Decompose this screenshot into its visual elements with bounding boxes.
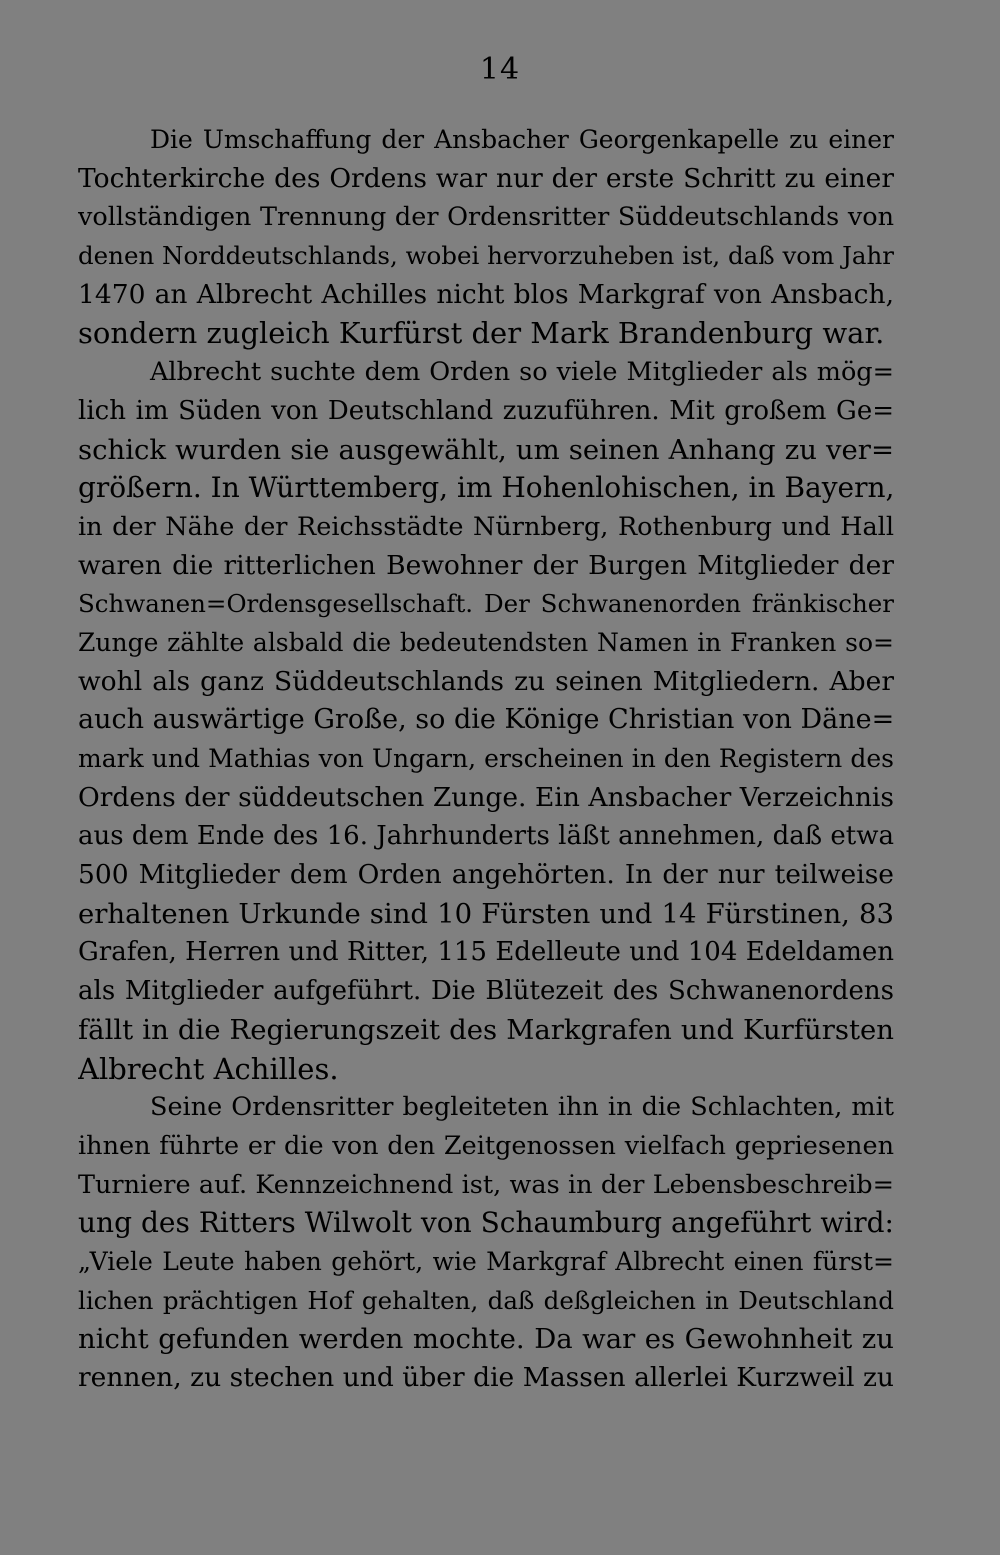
text-line: „Viele Leute haben gehört, wie Markgraf Albrecht einen fürst=: [78, 1246, 894, 1276]
text-line: schick wurden sie ausgewählt, um seinen Anhang zu ver=: [78, 433, 894, 466]
text-line: erhaltenen Urkunde sind 10 Fürsten und 14 Fürstinen, 83: [78, 897, 894, 930]
text-line: auch auswärtige Große, so die Könige Christian von Däne=: [78, 704, 894, 736]
text-line: mark und Mathias von Ungarn, erscheinen in den Registern des: [78, 744, 894, 773]
paragraph-1: [78, 121, 894, 353]
text-line: aus dem Ende des 16. Jahrhunderts läßt annehmen, daß etwa: [78, 821, 894, 852]
text-line: 1470 an Albrecht Achilles nicht blos Markgraf von Ansbach,: [78, 278, 894, 310]
paragraph-3: [78, 1088, 894, 1398]
text-line: vollständigen Trennung der Ordensritter Süddeutschlands von: [78, 202, 894, 233]
text-line: Seine Ordensritter begleiteten ihn in die Schlachten, mit: [150, 1092, 894, 1123]
text-line: Albrecht Achilles.: [78, 1051, 339, 1086]
text-line: Albrecht suchte dem Orden so viele Mitglieder als mög=: [150, 357, 894, 388]
text-line: rennen, zu stechen und über die Massen allerlei Kurzweil zu: [78, 1362, 894, 1393]
text-line: wohl als ganz Süddeutschlands zu seinen Mitgliedern. Aber: [78, 665, 894, 697]
text-line: als Mitglieder aufgeführt. Die Blütezeit des Schwanenordens: [78, 976, 894, 1007]
text-line: waren die ritterlichen Bewohner der Burgen Mitglieder der: [78, 549, 894, 581]
text-line: größern. In Württemberg, im Hohenlohischen, in Bayern,: [78, 471, 894, 505]
text-line: nicht gefunden werden mochte. Da war es Gewohnheit zu: [78, 1323, 894, 1356]
text-line: denen Norddeutschlands, wobei hervorzuheben ist, daß vom Jahr: [78, 241, 894, 271]
text-line: Zunge zählte alsbald die bedeutendsten Namen in Franken so=: [78, 627, 894, 657]
text-line: lich im Süden von Deutschland zuzuführen. Mit großem Ge=: [78, 395, 894, 426]
text-line: in der Nähe der Reichsstädte Nürnberg, Rothenburg und Hall: [78, 511, 894, 542]
text-line: fällt in die Regierungszeit des Markgrafen und Kurfürsten: [78, 1013, 894, 1046]
page-number: 14: [479, 52, 521, 87]
text-line: Tochterkirche des Ordens war nur der erste Schritt zu einer: [78, 162, 894, 194]
body-text: [78, 121, 894, 1398]
text-line: lichen prächtigen Hof gehalten, daß deßgleichen in Deutschland: [78, 1285, 894, 1315]
text-line: sondern zugleich Kurfürst der Mark Brandenburg war.: [78, 316, 885, 351]
text-line: ihnen führte er die von den Zeitgenossen vielfach gepriesenen: [78, 1130, 894, 1161]
text-line: ung des Ritters Wilwolt von Schaumburg angeführt wird:: [78, 1206, 894, 1240]
text-line: Schwanen=Ordensgesellschaft. Der Schwanenorden fränkischer: [78, 589, 894, 619]
text-line: Die Umschaffung der Ansbacher Georgenkapelle zu einer: [150, 125, 894, 154]
text-line: 500 Mitglieder dem Orden angehörten. In der nur teilweise: [78, 859, 894, 891]
paragraph-2: [78, 353, 894, 1088]
text-line: Grafen, Herren und Ritter, 115 Edelleute und 104 Edeldamen: [78, 937, 894, 968]
text-line: Turniere auf. Kennzeichnend ist, was in der Lebensbeschreib=: [78, 1169, 894, 1200]
text-line: Ordens der süddeutschen Zunge. Ein Ansbacher Verzeichnis: [78, 781, 894, 813]
